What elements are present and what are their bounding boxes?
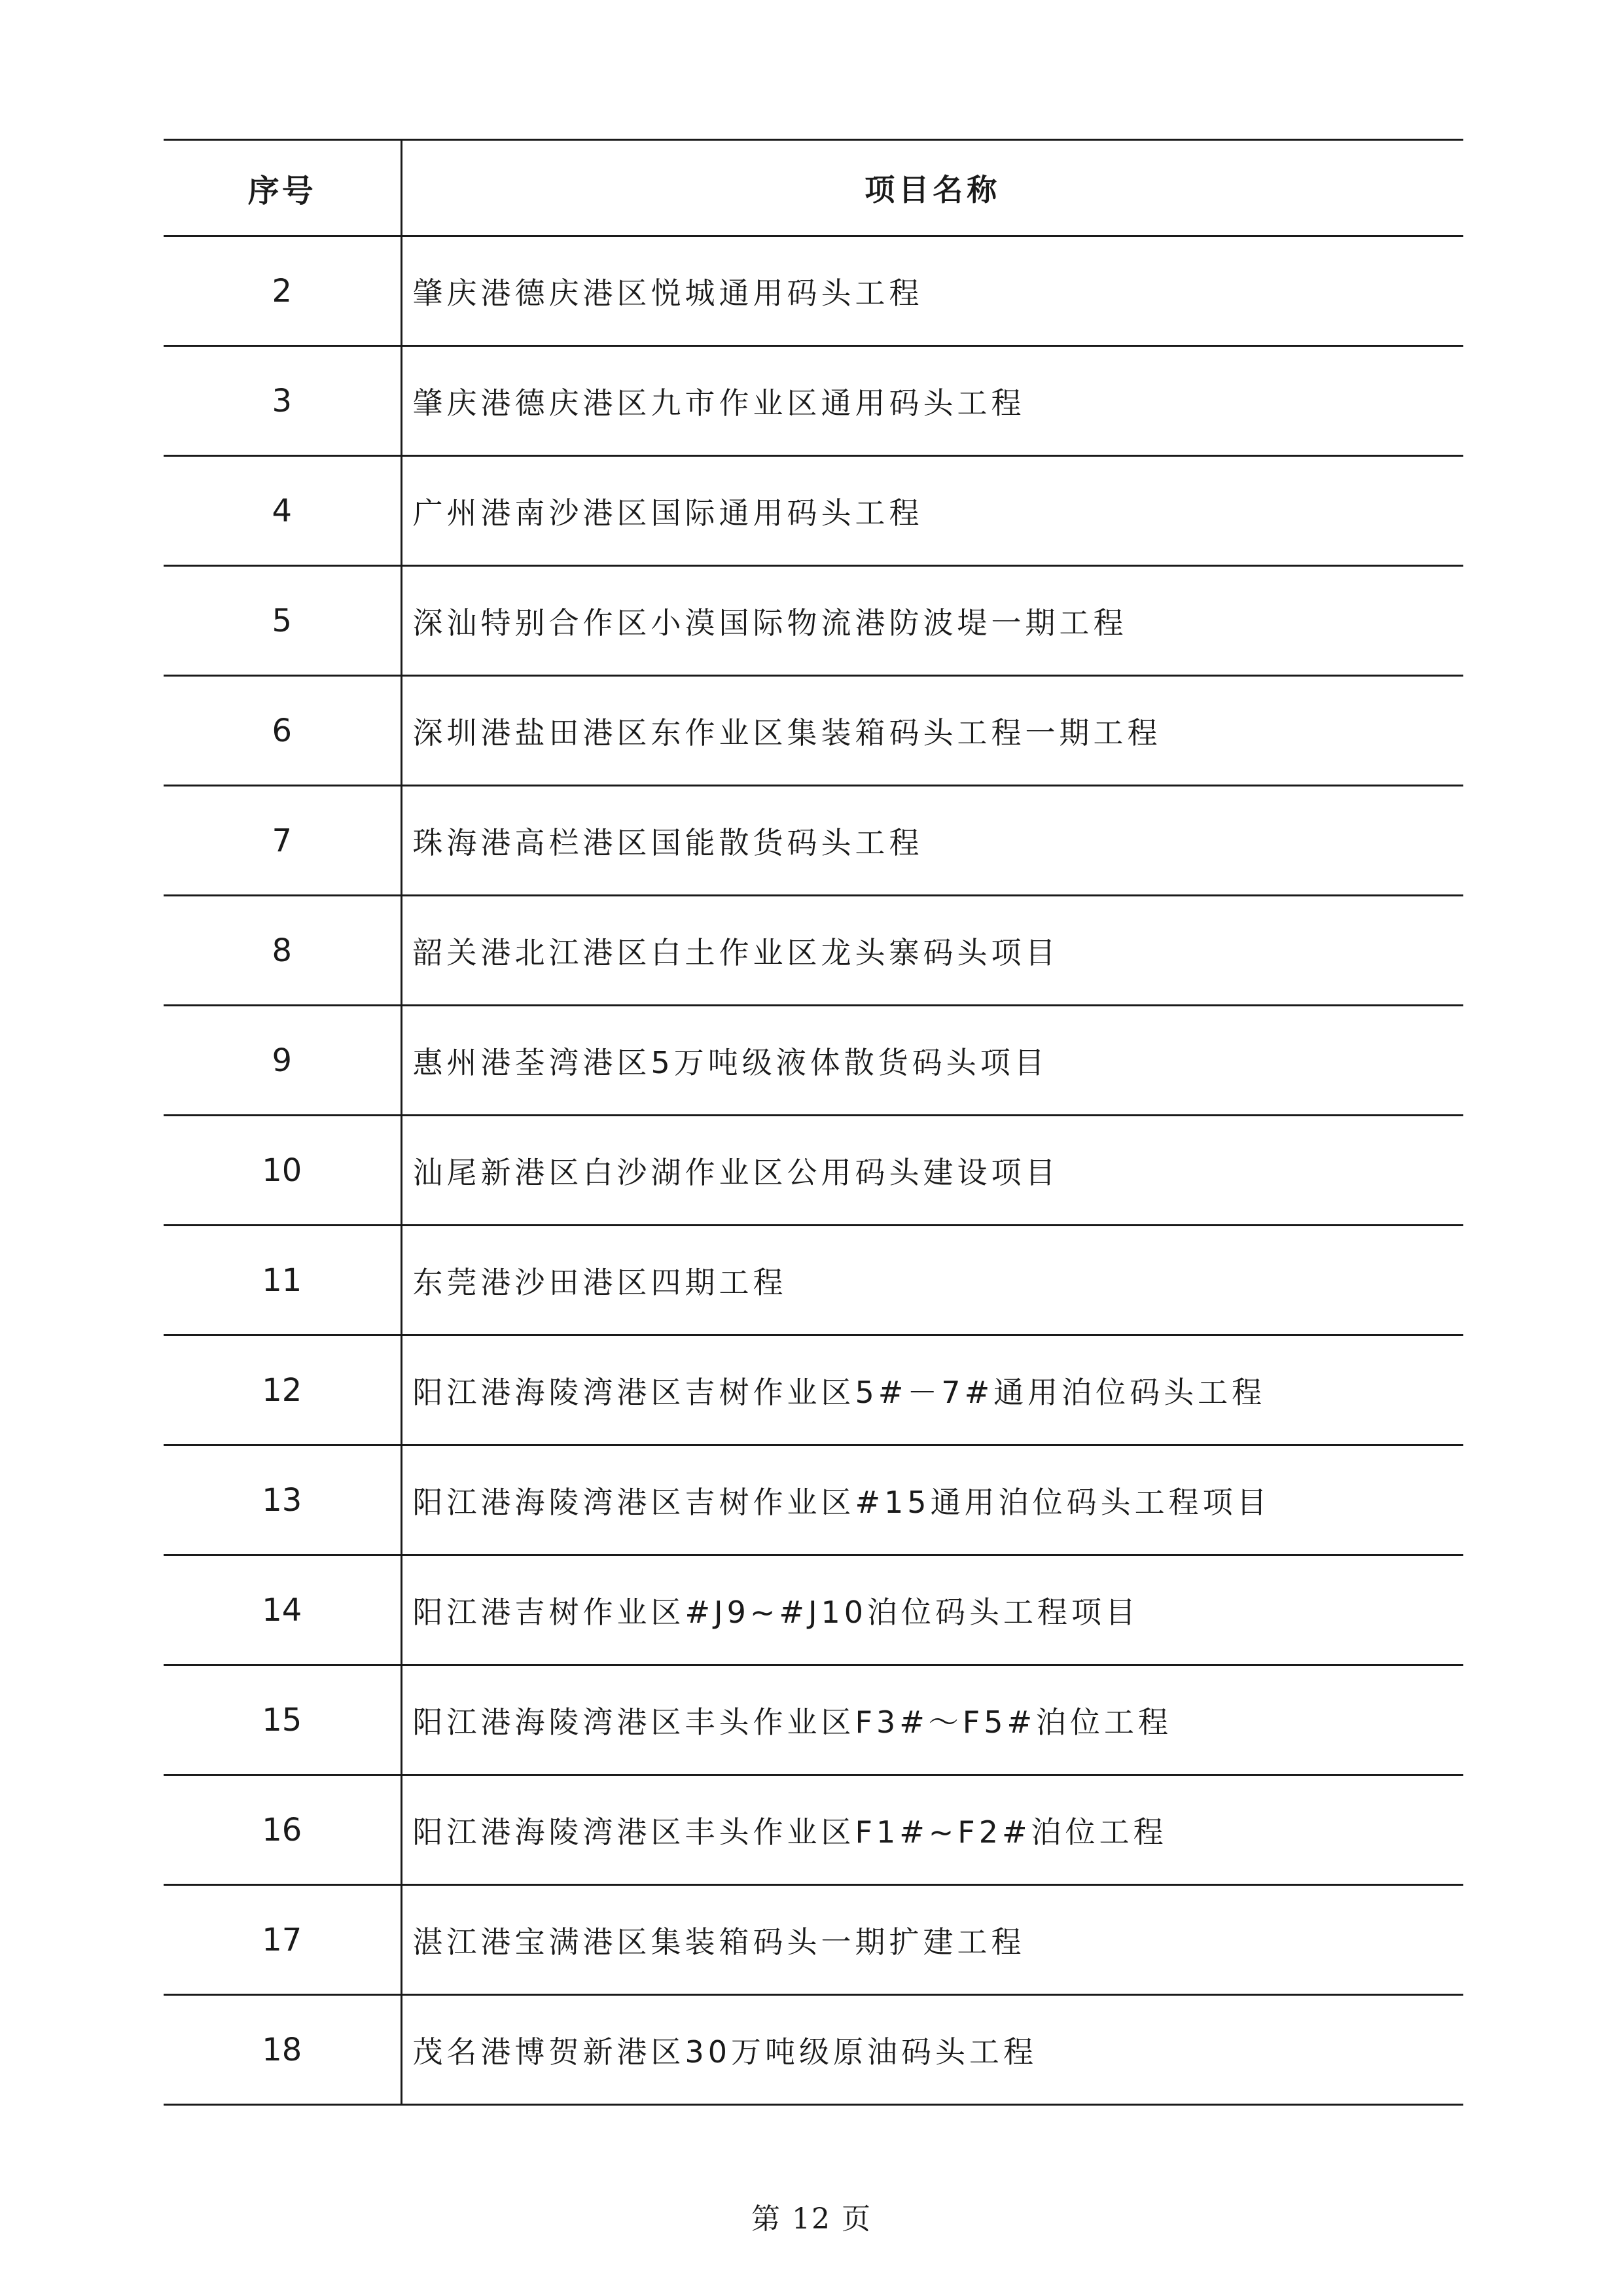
header-serial-number: 序号 — [164, 140, 401, 236]
row-project-name: 珠海港高栏港区国能散货码头工程 — [401, 786, 1463, 896]
row-serial-number: 17 — [164, 1885, 401, 1995]
row-project-name: 深汕特别合作区小漠国际物流港防波堤一期工程 — [401, 566, 1463, 676]
row-serial-number: 11 — [164, 1226, 401, 1335]
row-project-name: 惠州港荃湾港区5万吨级液体散货码头项目 — [401, 1006, 1463, 1116]
row-serial-number: 15 — [164, 1665, 401, 1775]
row-serial-number: 14 — [164, 1555, 401, 1665]
table-row — [164, 236, 1463, 346]
row-serial-number: 3 — [164, 346, 401, 456]
table-row — [164, 1665, 1463, 1775]
row-project-name: 湛江港宝满港区集装箱码头一期扩建工程 — [401, 1885, 1463, 1995]
row-project-name: 阳江港海陵湾港区丰头作业区F3#～F5#泊位工程 — [401, 1665, 1463, 1775]
row-project-name: 阳江港海陵湾港区吉树作业区#15通用泊位码头工程项目 — [401, 1445, 1463, 1555]
row-serial-number: 10 — [164, 1116, 401, 1226]
table-row — [164, 1555, 1463, 1665]
row-project-name: 韶关港北江港区白土作业区龙头寨码头项目 — [401, 896, 1463, 1006]
page-number: 第 12 页 — [751, 2202, 872, 2236]
row-serial-number: 4 — [164, 456, 401, 566]
row-project-name: 茂名港博贺新港区30万吨级原油码头工程 — [401, 1995, 1463, 2105]
table-row — [164, 786, 1463, 896]
row-serial-number: 2 — [164, 236, 401, 346]
row-project-name: 肇庆港德庆港区九市作业区通用码头工程 — [401, 346, 1463, 456]
table-row — [164, 1995, 1463, 2105]
table-row — [164, 1885, 1463, 1995]
row-project-name: 肇庆港德庆港区悦城通用码头工程 — [401, 236, 1463, 346]
row-serial-number: 18 — [164, 1995, 401, 2105]
table-row — [164, 456, 1463, 566]
table-row — [164, 566, 1463, 676]
row-project-name: 深圳港盐田港区东作业区集装箱码头工程一期工程 — [401, 676, 1463, 786]
row-project-name: 东莞港沙田港区四期工程 — [401, 1226, 1463, 1335]
row-serial-number: 16 — [164, 1775, 401, 1885]
row-serial-number: 5 — [164, 566, 401, 676]
row-serial-number: 12 — [164, 1335, 401, 1445]
row-serial-number: 9 — [164, 1006, 401, 1116]
table-row — [164, 1775, 1463, 1885]
row-serial-number: 7 — [164, 786, 401, 896]
table-row — [164, 346, 1463, 456]
table-row — [164, 1006, 1463, 1116]
project-table — [164, 139, 1463, 2106]
table-header-row — [164, 140, 1463, 236]
table-row — [164, 1226, 1463, 1335]
table-row — [164, 1335, 1463, 1445]
table-row — [164, 1116, 1463, 1226]
table-body — [164, 236, 1463, 2105]
row-project-name: 阳江港海陵湾港区丰头作业区F1#~F2#泊位工程 — [401, 1775, 1463, 1885]
table-row — [164, 896, 1463, 1006]
row-serial-number: 8 — [164, 896, 401, 1006]
row-project-name: 阳江港海陵湾港区吉树作业区5#－7#通用泊位码头工程 — [401, 1335, 1463, 1445]
row-project-name: 阳江港吉树作业区#J9~#J10泊位码头工程项目 — [401, 1555, 1463, 1665]
row-project-name: 汕尾新港区白沙湖作业区公用码头建设项目 — [401, 1116, 1463, 1226]
table-row — [164, 676, 1463, 786]
table-row — [164, 1445, 1463, 1555]
row-serial-number: 6 — [164, 676, 401, 786]
row-project-name: 广州港南沙港区国际通用码头工程 — [401, 456, 1463, 566]
row-serial-number: 13 — [164, 1445, 401, 1555]
header-project-name: 项目名称 — [401, 140, 1463, 236]
